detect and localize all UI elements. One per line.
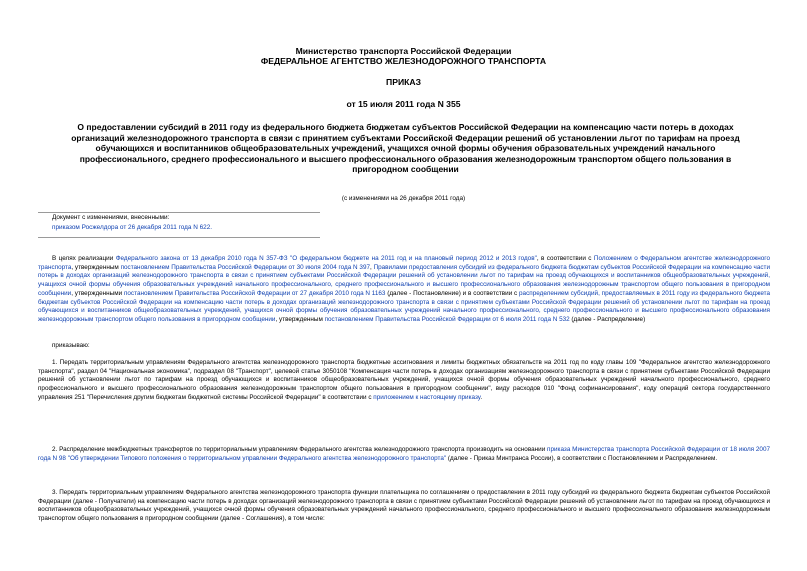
divider-bottom (38, 237, 320, 238)
government-decree-532-link[interactable]: постановлением Правительства Российской Федерации от 6 июля 2011 года N 532 (324, 315, 570, 323)
law-link[interactable]: Федерального закона от 13 декабря 2010 года N 357-ФЗ "О федеральном бюджете на 2011 год и на плановый период 2012 и 2013 годов" (115, 255, 537, 262)
changes-note-link[interactable]: приказом Росжелдора от 26 декабря 2011 года N 622. (52, 224, 213, 231)
order-word: приказываю: (52, 342, 90, 349)
government-decree-397-link[interactable]: постановлением Правительства Российской Федерации от 30 июля 2004 года N 397 (120, 263, 370, 271)
changes-note (52, 213, 212, 233)
item-3-paragraph: 3. Передать территориальным управлениям Федерального агентства железнодорожного транспорта функции плательщика по соглашениям о предоставлении в 2011 году субсидий из федерального бюджета бюджетам субъектов Российской Федерации (далее - Получатели) на компенсацию части потерь в доходах организаций железнодорожного транспорта в связи с принятием субъектами Российской Федерации решений об установлении льгот по тарифам на проезд обучающихся и воспитанников общеобразовательных учреждений, учащихся очной формы обучения образовательных учреждений начального профессионального, среднего профессионального и высшего профессионального образования железнодорожным транспортом общего пользования в пригородном сообщении (далее - Соглашения), в том числе: (38, 489, 770, 523)
subsidy-rules-link[interactable]: Правилами предоставления субсидий из федерального бюджета бюджетам субъектов Российской Федерации на компенсацию части потерь в доходах организаций железнодорожного транспорта в связи с принятием субъектами Российской Федерации решений об установлении льгот по тарифам на проезд обучающихся и воспитанников общеобразовательных учреждений, учащихся очной формы обучения образовательных учреждений начального профессионального, среднего профессионального и высшего профессионального образования железнодорожным транспортом общего пользования в пригородном сообщении (38, 263, 770, 297)
document-title: О предоставлении субсидий в 2011 году из федерального бюджета бюджетам субъектов Российской Федерации на компенсацию части потерь в доходах организаций железнодорожного транспорта в связи с принятием субъектами Российской Федерации решений об установлении льгот по тарифам на проезд обучающихся и воспитанников общеобразовательных учреждений, учащихся очной формы обучения образовательных учреждений начального профессионального, среднего профессионального и высшего профессионального образования железнодорожным транспортом общего пользования в пригородном сообщении (71, 122, 740, 175)
regulation-link[interactable]: Положением о Федеральном агентстве железнодорожного транспорта (38, 255, 771, 271)
preamble-paragraph: В целях реализации Федерального закона от 13 декабря 2010 года N 357-ФЗ "О федеральном бюджете на 2011 год и на плановый период 2012 и 2013 годов", в соответствии с Положением о Федеральном агентстве железнодорожного транспорта, утвержденным постановлением Правительства Российской Федерации от 30 июля 2004 года N 397, Правилами предоставления субсидий из федерального бюджета бюджетам субъектов Российской Федерации на компенсацию части потерь в доходах организаций железнодорожного транспорта в связи с принятием субъектами Российской Федерации решений об установлении льгот по тарифам на проезд обучающихся и воспитанников общеобразовательных учреждений, учащихся очной формы обучения образовательных учреждений начального профессионального, среднего профессионального и высшего профессионального образования железнодорожным транспортом общего пользования в пригородном сообщении, утвержденными постановлением Правительства Российской Федерации от 27 декабря 2010 года N 1163 (далее - Постановление) и в соответствии с распределением субсидий, предоставляемых в 2011 году из федерального бюджета бюджетам субъектов Российской Федерации на компенсацию части потерь в доходах организаций железнодорожного транспорта в связи с принятием субъектами Российской Федерации решений об установлении льгот по тарифам на проезд обучающихся и воспитанников общеобразовательных учреждений, учащихся очной формы обучения образовательных учреждений начального профессионального, среднего профессионального и высшего профессионального образования железнодорожным транспортом общего пользования в пригородном сообщении, утвержденным постановлением Правительства Российской Федерации от 6 июля 2011 года N 532 (далее - Распределение) (38, 255, 771, 323)
revision-note: (с изменениями на 26 декабря 2011 года) (341, 195, 466, 202)
distribution-link[interactable]: распределением субсидий, предоставляемых в 2011 году из федерального бюджета бюджетам субъектов Российской Федерации на компенсацию части потерь в доходах организаций железнодорожного транспорта в связи с принятием субъектами Российской Федерации решений об установлении льгот по тарифам на проезд обучающихся и воспитанников общеобразовательных учреждений, учащихся очной формы обучения образовательных учреждений начального профессионального, среднего профессионального и высшего профессионального образования железнодорожным транспортом общего пользования в пригородном сообщении (38, 289, 770, 323)
appendix-link[interactable]: приложением к настоящему приказу (373, 393, 481, 401)
changes-note-label: Документ с изменениями, внесенными: (52, 214, 170, 221)
doc-type: ПРИКАЗ (386, 77, 421, 87)
doc-date-number: от 15 июля 2011 года N 355 (346, 99, 461, 109)
agency-name: ФЕДЕРАЛЬНОЕ АГЕНТСТВО ЖЕЛЕЗНОДОРОЖНОГО ТРАНСПОРТА (260, 56, 547, 66)
ministry-name: Министерство транспорта Российской Федерации (295, 46, 512, 56)
government-decree-1163-link[interactable]: постановлением Правительства Российской Федерации от 27 декабря 2010 года N 1163 (123, 289, 386, 297)
item-1-paragraph: 1. Передать территориальным управлениям Федерального агентства железнодорожного транспорта бюджетные ассигнования и лимиты бюджетных обязательств на 2011 год по коду главы 109 "Федеральное агентство железнодорожного транспорта", раздел 04 "Национальная экономика", подраздел 08 "Транспорт", целевой статье 3050108 "Компенсация части потерь в доходах организациям железнодорожного транспорта в связи с принятием субъектами Российской Федерации решений об установлении льгот по тарифам на проезд обучающихся и воспитанников общеобразовательных учреждений, учащихся очной формы обучения образовательных учреждений начального профессионального, среднего профессионального и высшего профессионального образования железнодорожным транспортом общего пользования в пригородном сообщении", виду расходов 010 "Фонд софинансирования", коду операций сектора государственного управления 251 "Перечисления другим бюджетам бюджетной системы Российской Федерации" в соответствии с приложением к настоящему приказу. (38, 359, 770, 401)
item-2-paragraph: 2. Распределение межбюджетных трансфертов по территориальным управлениям Федерального агентства железнодорожного транспорта производить на основании приказа Министерства транспорта Российской Федерации от 18 июля 2007 года N 98 "Об утверждении Типового положения о территориальном управлении Федерального агентства железнодорожного транспорта" (далее - Приказ Минтранса России), в соответствии с Постановлением и Распределением. (38, 446, 770, 462)
mintrans-order-link[interactable]: приказа Министерства транспорта Российской Федерации от 18 июля 2007 года N 98 "Об утверждении Типового положения о территориальном управлении Федерального агентства железнодорожного транспорта" (38, 446, 770, 462)
